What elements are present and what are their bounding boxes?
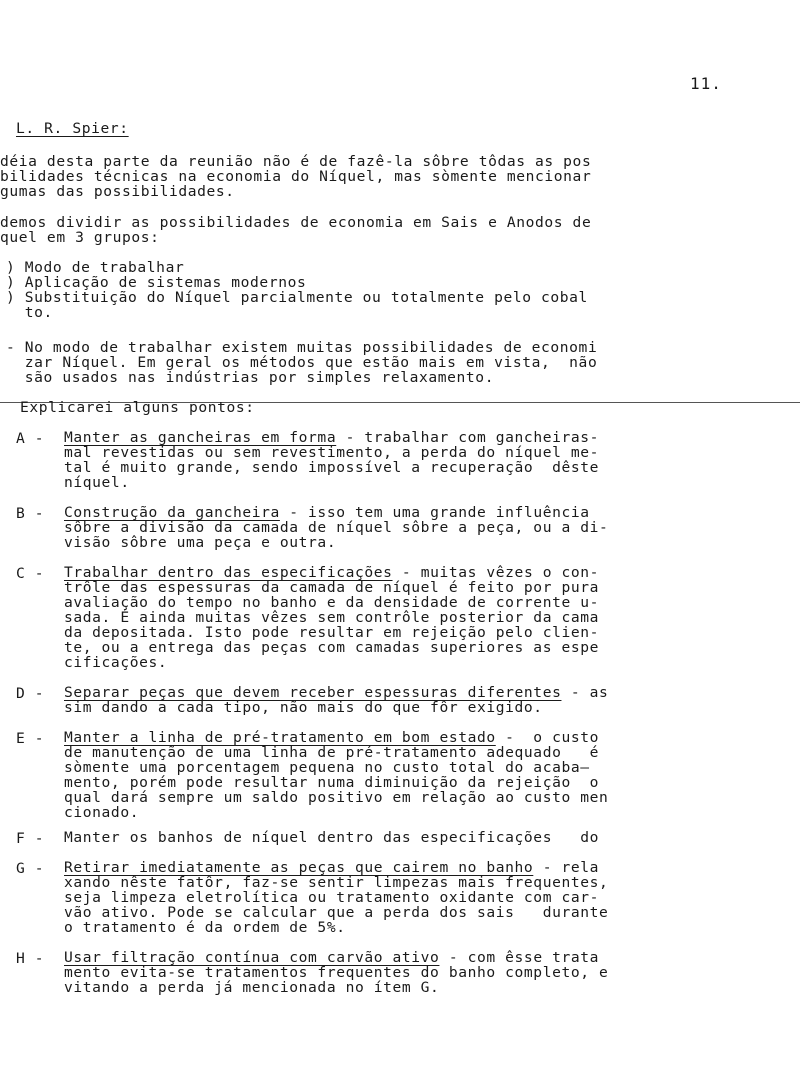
item-first-line [64, 860, 599, 875]
group-item: ) Aplicação de sistemas modernos [6, 274, 307, 291]
item-line: de manutenção de uma linha de pré-tratamento adequado é [64, 744, 600, 761]
speaker-name: L. R. Spier: [16, 120, 129, 137]
item-title: Construção da gancheira [64, 504, 280, 521]
item-first-line [64, 505, 590, 520]
item-line: sôbre a divisão da camada de níquel sôbre a peça, ou a di- [64, 519, 609, 536]
item-title: Usar filtração contínua com carvão ativo [64, 949, 440, 966]
intro-line: gumas das possibilidades. [0, 183, 235, 200]
intro-line: bilidades técnicas na economia do Níquel, mas sòmente mencionar [0, 168, 592, 185]
item-line: vão ativo. Pode se calcular que a perda dos sais durante [64, 904, 609, 921]
item-title: Manter os banhos de níquel dentro das especificações [64, 829, 553, 846]
item-line: avaliação do tempo no banho e da densidade de corrente u- [64, 594, 600, 611]
item-text: - muitas vêzes o con- [392, 564, 600, 581]
item-line: cionado. [64, 804, 140, 821]
item-letter: E - [16, 730, 45, 747]
item-line: o tratamento é da ordem de 5%. [64, 919, 346, 936]
group-item: ) Modo de trabalhar [6, 259, 185, 276]
item-title: Trabalhar dentro das especificações [64, 564, 393, 581]
item-line: vitando a perda já mencionada no ítem G. [64, 979, 440, 996]
item-letter: D - [16, 685, 45, 702]
item-first-line [64, 430, 599, 445]
item-line: sim dando a cada tipo, não mais do que fôr exigido. [64, 699, 543, 716]
para-line: zar Níquel. Em geral os métodos que estão mais em vista, não [6, 354, 598, 371]
item-letter: F - [16, 830, 45, 847]
item-text: - com êsse trata [439, 949, 600, 966]
item-first-line [64, 950, 599, 965]
item-first-line [64, 730, 599, 745]
item-first-line [64, 830, 599, 845]
item-line: tal é muito grande, sendo impossível a recuperação dêste [64, 459, 600, 476]
item-letter: C - [16, 565, 45, 582]
item-line: mento, porém pode resultar numa diminuição da rejeição o [64, 774, 600, 791]
explain-heading: Explicarei alguns pontos: [20, 399, 255, 416]
item-title: Retirar imediatamente as peças que cairem no banho [64, 859, 534, 876]
item-line: níquel. [64, 474, 130, 491]
item-line: xando nêste fatôr, faz-se sentir limpezas mais frequentes, [64, 874, 609, 891]
intro-line: déia desta parte da reunião não é de fazê-la sôbre tôdas as pos [0, 153, 592, 170]
item-first-line [64, 565, 599, 580]
item-title: Manter a linha de pré-tratamento em bom estado [64, 729, 496, 746]
item-letter: B - [16, 505, 45, 522]
item-text: - as [561, 684, 609, 701]
item-line: qual dará sempre um saldo positivo em relação ao custo men [64, 789, 609, 806]
para-line: são usados nas indústrias por simples relaxamento. [6, 369, 495, 386]
item-line: mal revestidas ou sem revestimento, a perda do níquel me- [64, 444, 600, 461]
item-line: seja limpeza eletrolítica ou tratamento oxidante com car- [64, 889, 600, 906]
group-item: to. [6, 304, 53, 321]
item-line: sòmente uma porcentagem pequena no custo total do acaba— [64, 759, 590, 776]
item-line: cificações. [64, 654, 168, 671]
item-line: trôle das espessuras da camada de níquel é feito por pura [64, 579, 600, 596]
item-letter: G - [16, 860, 45, 877]
page-number: 11. [690, 74, 722, 93]
item-text: - rela [533, 859, 600, 876]
item-title: Separar peças que devem receber espessuras diferentes [64, 684, 562, 701]
item-text: - trabalhar com gancheiras- [336, 429, 600, 446]
group-item: ) Substituição do Níquel parcialmente ou totalmente pelo cobal [6, 289, 588, 306]
item-letter: H - [16, 950, 45, 967]
item-title: Manter as gancheiras em forma [64, 429, 337, 446]
item-line: te, ou a entrega das peças com camadas superiores as espe [64, 639, 600, 656]
item-text: do [552, 829, 600, 846]
item-line: da depositada. Isto pode resultar em rejeição pelo clien- [64, 624, 600, 641]
groups-intro-line: demos dividir as possibilidades de economia em Sais e Anodos de [0, 214, 592, 231]
item-text: - isso tem uma grande influência [279, 504, 590, 521]
para-line: - No modo de trabalhar existem muitas possibilidades de economi [6, 339, 598, 356]
item-line: visão sôbre uma peça e outra. [64, 534, 337, 551]
item-letter: A - [16, 430, 45, 447]
item-first-line [64, 685, 608, 700]
item-line: mento evita-se tratamentos frequentes do banho completo, e [64, 964, 609, 981]
item-line: sada. É ainda muitas vêzes sem contrôle posterior da cama [64, 609, 600, 626]
groups-intro-line: quel em 3 grupos: [0, 229, 160, 246]
item-text: - o custo [495, 729, 600, 746]
